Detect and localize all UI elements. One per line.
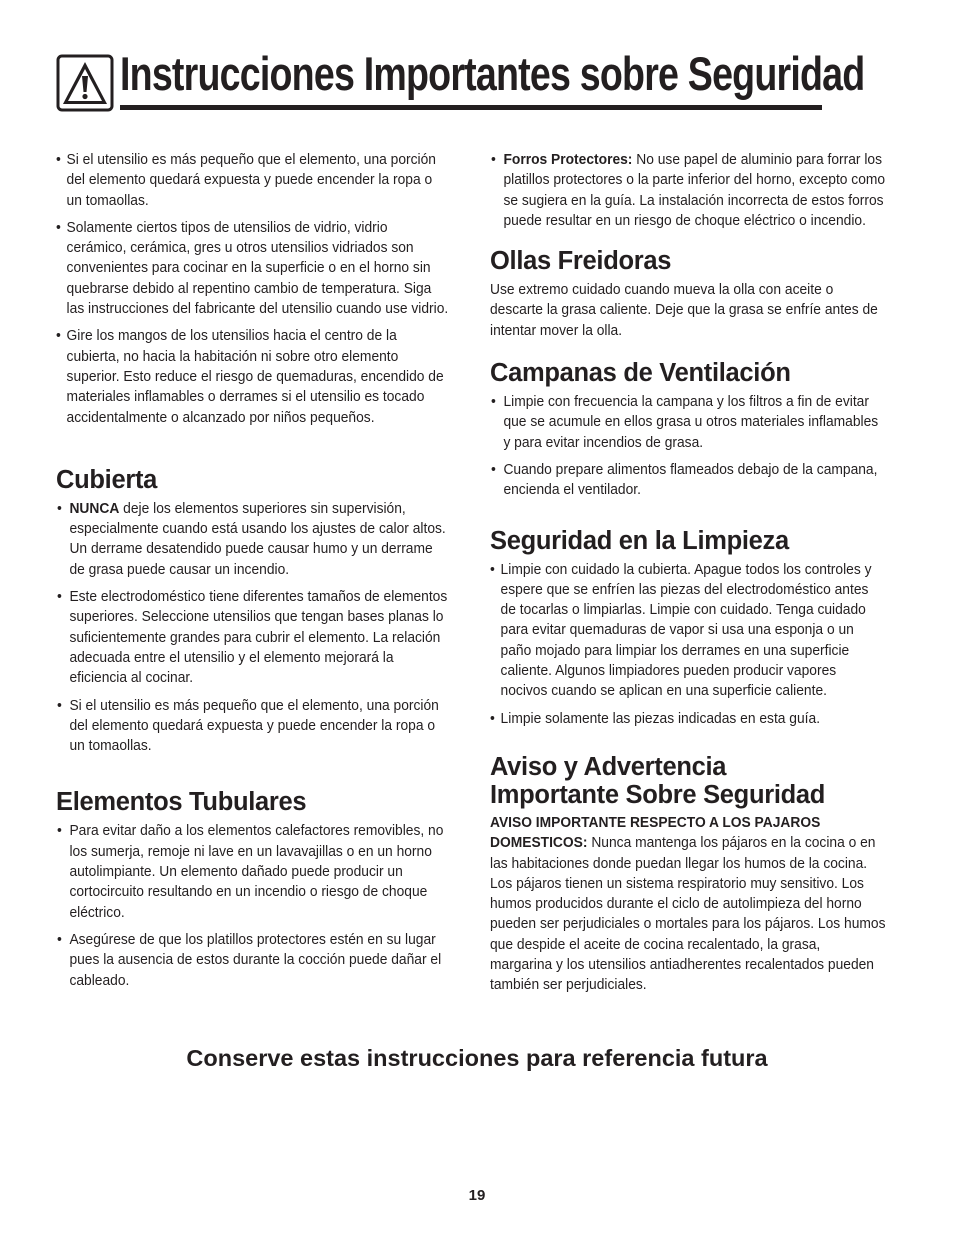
list-item: • Para evitar daño a los elementos calefactores removibles, no los sumerja, remoje ni lave en un lavavajillas o en un horno autolimpiante. Un elemento dañado puede producir un cortocircuito resultando en un incendio o riesgo de choque eléctrico. bbox=[56, 821, 450, 922]
section-heading: Seguridad en la Limpieza bbox=[490, 526, 789, 555]
cubierta-list bbox=[56, 499, 466, 757]
section-cubierta bbox=[56, 466, 466, 757]
limpieza-list bbox=[490, 560, 902, 729]
section-heading: Cubierta bbox=[56, 465, 158, 494]
list-item: • Gire los mangos de los utensilios hacia el centro de la cubierta, no hacia la habitación ni sobre otro elemento superior. Esto reduce el riesgo de quemaduras, encendido de materiales inflamables o derrames si el utensilio es tocado accidentalmente o alcanzado por niños pequeños. bbox=[56, 326, 450, 427]
intro-list bbox=[56, 150, 466, 428]
section-ollas-freidoras bbox=[490, 247, 902, 341]
list-item: • Limpie solamente las piezas indicadas en esta guía. bbox=[490, 709, 886, 729]
list-item: • Este electrodoméstico tiene diferentes tamaños de elementos superiores. Seleccione utensilios que tengan bases planas lo suficientemente grandes para cubrir el elemento. La relación adecuada entre el utensilio y el elemento mejorará la eficiencia al cocinar. bbox=[56, 587, 450, 688]
tubulares-list bbox=[56, 821, 466, 990]
section-aviso bbox=[490, 753, 902, 996]
section-campanas bbox=[490, 359, 902, 500]
section-heading: Campanas de Ventilación bbox=[490, 359, 791, 388]
list-item: • Asegúrese de que los platillos protectores estén en su lugar pues la ausencia de estos durante la cocción puede dañar el cableado. bbox=[56, 930, 450, 991]
section-heading: Elementos Tubulares bbox=[56, 788, 307, 817]
right-column bbox=[490, 150, 902, 996]
forros-list bbox=[490, 150, 902, 231]
section-elementos-tubulares bbox=[56, 788, 466, 990]
list-item bbox=[56, 499, 450, 580]
heading-line: Aviso y Advertencia bbox=[490, 752, 727, 781]
emphasis-text: Forros Protectores: bbox=[503, 152, 633, 168]
page-number: 19 bbox=[468, 1187, 486, 1204]
left-column bbox=[56, 150, 466, 991]
body-text: Nunca mantenga los pájaros en la cocina o en las habitaciones donde puedan llegar los humos de la cocina. Los pájaros tienen un sistema respiratorio muy sensitivo. Los humos producidos durante el ciclo de autolimpieza del horno pueden ser perjudiciales o mortales para los pájaros. Los humos que despide el aceite de cocina recalentado, la grasa, margarina y los utensilios antiadherentes recalentados pueden también ser perjudiciales. bbox=[490, 835, 886, 994]
page-title: Instrucciones Importantes sobre Seguridad bbox=[120, 47, 865, 100]
title-underline bbox=[120, 105, 822, 110]
list-item: • Si el utensilio es más pequeño que el elemento, una porción del elemento quedará expuesta y puede encender la ropa o un tomaollas. bbox=[56, 150, 450, 211]
list-item: • Cuando prepare alimentos flameados debajo de la campana, encienda el ventilador. bbox=[490, 460, 886, 501]
item-text: deje los elementos superiores sin supervisión, especialmente cuando está usando los ajustes de calor altos. Un derrame desatendido puede causar humo y un derrame de grasa puede causar un incendio. bbox=[69, 500, 446, 578]
emphasis-text: DOMESTICOS: bbox=[490, 835, 588, 852]
section-text: Use extremo cuidado cuando mueva la olla con aceite o descarte la grasa caliente. Deje que la grasa se enfríe antes de intentar mover la olla. bbox=[490, 282, 878, 339]
warning-icon bbox=[56, 54, 114, 112]
section-limpieza bbox=[490, 527, 902, 729]
list-item: • Si el utensilio es más pequeño que el elemento, una porción del elemento quedará expuesta y puede encender la ropa o un tomaollas. bbox=[56, 696, 450, 757]
item-text: No use papel de aluminio para forrar los platillos protectores o la parte inferior del horno, excepto como se sugiera en la guía. La instalación incorrecta de estos forros puede resultar en un riesgo de choque eléctrico o incendio. bbox=[503, 152, 886, 229]
emphasis-text: NUNCA bbox=[69, 500, 120, 517]
page-header bbox=[56, 47, 865, 114]
section-text bbox=[490, 813, 886, 996]
campanas-list bbox=[490, 392, 902, 500]
list-item: • Solamente ciertos tipos de utensilios de vidrio, vidrio cerámico, cerámica, gres u otros utensilios vidriados son convenientes para cocinar en la superficie o en el horno sin quebrarse debido al repentino cambio de temperatura. Siga las instrucciones del fabricante del utensilio cuando use vidrio. bbox=[56, 218, 450, 319]
list-item: • Limpie con frecuencia la campana y los filtros a fin de evitar que se acumule en ellos grasa u otros materiales inflamables y para evitar incendios de grasa. bbox=[490, 392, 886, 453]
section-heading: Ollas Freidoras bbox=[490, 247, 672, 276]
list-item bbox=[490, 150, 886, 231]
section-heading bbox=[490, 753, 902, 809]
emphasis-text: AVISO IMPORTANTE RESPECTO A LOS PAJAROS bbox=[490, 814, 821, 831]
heading-line: Importante Sobre Seguridad bbox=[490, 780, 826, 809]
list-item: • Limpie con cuidado la cubierta. Apague todos los controles y espere que se enfríen las piezas del electrodoméstico antes de tocarlas o limpiarlas. Limpie con cuidado. Tenga cuidado para evitar quemaduras de vapor si usa una esponja o un paño mojado para limpiar los derrames en una superficie caliente. Algunos limpiadores pueden producir vapores nocivos cuando se aplican en una superficie caliente. bbox=[490, 560, 886, 702]
footer-note: Conserve estas instrucciones para referencia futura bbox=[186, 1045, 768, 1071]
